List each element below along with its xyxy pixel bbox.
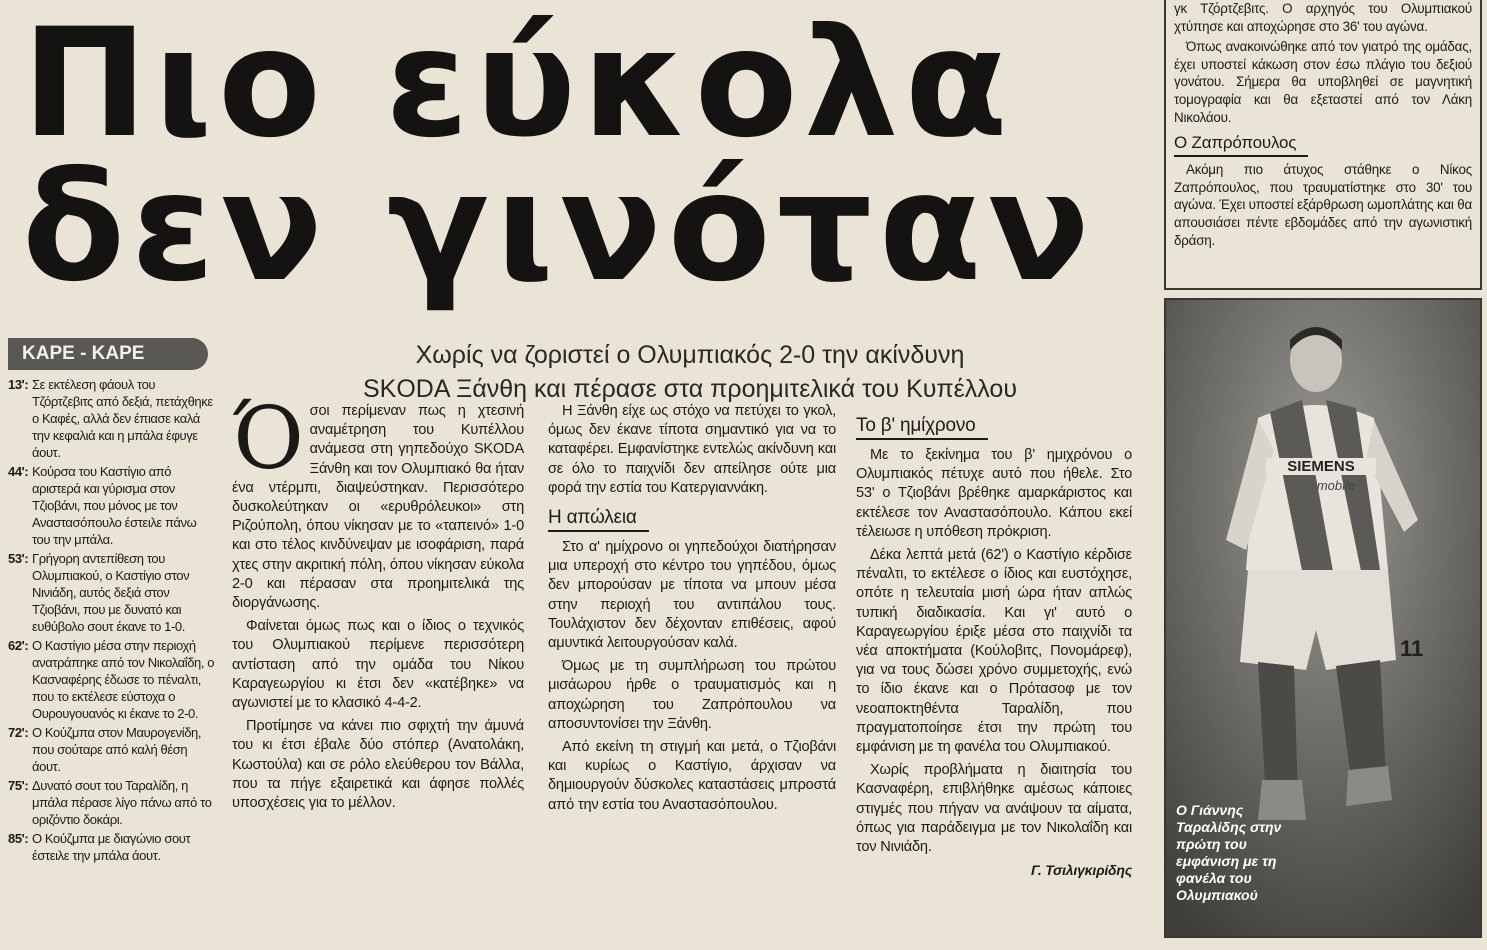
- drop-cap: Ό: [232, 389, 304, 489]
- article-paragraph: Στο α' ημίχρονο οι γηπεδούχοι διατήρησαν μια υπεροχή στο κέντρο του γηπέδου, όμως δεν μπορούσαν με τίποτα να μπουν μέσα στην περιοχή του αντιπάλου τους. Τουλάχιστον δεν δέχονταν επιθέσεις, αφού αμυντικά λειτουργούσαν καλά.: [548, 539, 836, 652]
- kare-text: Κούρσα του Καστίγιο από αριστερά και γύρισμα στον Τζιοβάνι, που μόνος με τον Αναστασόπουλο έστειλε πάνω του την μπάλα.: [32, 464, 197, 547]
- kare-text: Ο Κούζμπα με διαγώνιο σουτ έστειλε την μπάλα άουτ.: [32, 831, 191, 863]
- kare-item: [8, 724, 216, 775]
- kare-kare-list: [8, 376, 216, 866]
- subtitle-line-1: Χωρίς να ζοριστεί ο Ολυμπιακός 2-0 την ακίνδυνη: [415, 341, 965, 369]
- sponsor-sub: mobile: [1316, 478, 1356, 493]
- subtitle-line-2: SKODA Ξάνθη και πέρασε στα προημιτελικά του Κυπέλλου: [362, 375, 1018, 403]
- kare-text: Ο Καστίγιο μέσα στην περιοχή ανατράπηκε από τον Νικολαΐδη, ο Κασναφέρης έδωσε το πέναλτι, που το εκτέλεσε εύστοχα ο Ουρουγουανός κι έκανε το 2-0.: [32, 638, 215, 721]
- sponsor-logo: SIEMENS: [1266, 458, 1376, 475]
- shirt-number: 11: [1400, 636, 1424, 661]
- article-paragraph: Φαίνεται όμως πως και ο ίδιος ο τεχνικός του Ολυμπιακού περίμενε περισσότερη αντίσταση από την ομάδα του Νίκου Καραγεωργίου κι έτσι δεν «κατέβηκε» να αγωνιστεί με το κλασικό 4-4-2.: [232, 618, 524, 712]
- kare-minute: 13':: [8, 377, 29, 392]
- kare-item: [8, 376, 216, 461]
- injury-box-text: [1174, 0, 1472, 249]
- box-paragraph: Ακόμη πιο άτυχος στάθηκε ο Νίκος Ζαπρόπουλος, που τραυματίστηκε στο 30' του αγώνα. Έχει υποστεί εξάρθρωση ωμοπλάτης και θα απουσιάσει πέντε εβδομάδες από την αγωνιστική δράση.: [1174, 162, 1472, 248]
- article-paragraph: Όμως με τη συμπλήρωση του πρώτου μισάωρου ήρθε ο τραυματισμός και η αποχώρηση του Ζαπρόπουλου να αποσυντονίσει την Ξάνθη.: [548, 658, 836, 732]
- byline: Γ. Τσιλιγκιρίδης: [1031, 862, 1132, 879]
- article-paragraph: Δέκα λεπτά μετά (62') ο Καστίγιο κέρδισε πέναλτι, το εκτέλεσε ο ίδιος και ευστόχησε, οπότε η τελευταία μισή ώρα ήταν απλώς τυπική διαδικασία. Και γι' αυτό ο Καραγεωργίου έριξε μέσα στο παιχνίδι τα νέα αποκτήματα (Κούλοβιτς, Πονομάρεφ), για να τους δώσει χρόνο συμμετοχής, ενώ το ίδιο έκανε και ο Πρότασοφ με τον νεοαποκτηθέντα Ταραλίδη, που πραγματοποίησε έτσι την πρώτη του εμφάνιση με τη φανέλα του Ολυμπιακού.: [856, 547, 1132, 756]
- kare-item: [8, 830, 216, 864]
- photo-caption: Ο Γιάννης Ταραλίδης στην πρώτη του εμφάνιση με τη φανέλα του Ολυμπιακού: [1176, 802, 1282, 903]
- article-paragraph: Χωρίς προβλήματα η διαιτησία του Κασναφέρη, επιβλήθηκε αμέσως κάποιες στιγμές που πήγαν να ανάψουν τα αίματα, όπως για παράδειγμα με τον Νικολαΐδη και τον Νινιάδη.: [856, 762, 1132, 856]
- article-column-1: [232, 389, 524, 817]
- headline-line-2: δεν γινόταν: [22, 141, 1096, 315]
- article-paragraph: Με το ξεκίνημα του β' ημιχρόνου ο Ολυμπιακός πέτυχε αυτό που ήθελε. Στο 53' ο Τζιοβάνι βρέθηκε αμαρκάριστος και εκτέλεσε τον Αναστασόπουλο. Κάπου εκεί τέλειωσε η υπόθεση πρόκριση.: [856, 447, 1132, 540]
- kare-minute: 72':: [8, 725, 29, 740]
- article-column-2: [548, 402, 836, 819]
- subhead-second-half: Το β' ημίχρονο: [856, 414, 988, 440]
- kare-item: [8, 550, 216, 635]
- article-paragraph: Η Ξάνθη είχε ως στόχο να πετύχει το γκολ, όμως δεν έκανε τίποτα σημαντικό για να το καταφέρει. Εμφανίστηκε εντελώς ακίνδυνη και σε όλο το παιχνίδι δεν απείλησε ούτε μια φορά την εστία του Κατεργιαννάκη.: [548, 403, 836, 496]
- box-paragraph: Όπως ανακοινώθηκε από τον γιατρό της ομάδας, έχει υποστεί κάκωση στον έσω πλάγιο του δεξιού γονάτου. Σήμερα θα υποβληθεί σε μαγνητική τομογραφία και θα εξεταστεί από τον Λάκη Νικολάου.: [1174, 39, 1472, 125]
- kare-minute: 62':: [8, 638, 29, 653]
- article-column-3: [856, 410, 1132, 880]
- article-paragraph: σοι περίμεναν πως η χτεσινή αναμέτρηση του Κυπέλλου ανάμεσα στη γηπεδούχο SKODA Ξάνθη και τον Ολυμπιακό θα ήταν ένα ντέρμπι, διαψεύστηκαν. Περισσότερο δυσκολεύτηκαν οι «ερυθρόλευκοι» στη Ριζούπολη, όπου νίκησαν με το «ταπεινό» 1-0 και στο τέλος κινδύνεψαν με ισοφάριση, παρά χτες στην ακριτική πόλη, όπου νίκησαν εύκολα 2-0 και πέρασαν στα προημιτελικά της διοργάνωσης.: [232, 403, 524, 612]
- headline: [22, 0, 1152, 315]
- kare-text: Ο Κούζμπα στον Μαυρογενίδη, που σούταρε από καλή θέση άουτ.: [32, 725, 202, 774]
- kare-minute: 44':: [8, 464, 29, 479]
- subhead-loss: Η απώλεια: [548, 506, 649, 532]
- kare-minute: 75':: [8, 778, 29, 793]
- kare-minute: 85':: [8, 831, 29, 846]
- kare-item: [8, 463, 216, 548]
- article-paragraph: Από εκείνη τη στιγμή και μετά, ο Τζιοβάνι και κυρίως ο Καστίγιο, άρχισαν να δημιουργούν δύσκολες καταστάσεις μπροστά από την εστία του Αναστασόπουλου.: [548, 739, 836, 813]
- kare-text: Γρήγορη αντεπίθεση του Ολυμπιακού, ο Καστίγιο στον Νινιάδη, αυτός δεξιά στον Τζιοβάνι, που με δυνατό και ευθύβολο σουτ έκανε το 1-0.: [32, 551, 190, 634]
- kare-minute: 53':: [8, 551, 29, 566]
- kare-item: [8, 637, 216, 722]
- kare-kare-label: ΚΑΡΕ - ΚΑΡΕ: [8, 338, 208, 370]
- kare-text: Σε εκτέλεση φάουλ του Τζόρτζεβιτς από δεξιά, πετάχθηκε ο Καφές, αλλά δεν έπιασε καλά την κεφαλιά και η μπάλα έφυγε άουτ.: [32, 377, 213, 460]
- headline-line-1: Πιο εύκολα: [22, 0, 1014, 171]
- subtitle: [240, 338, 1140, 406]
- box-paragraph: γκ Τζόρτζεβιτς. Ο αρχηγός του Ολυμπιακού χτύπησε και αποχώρησε στο 36' του αγώνα.: [1174, 1, 1472, 34]
- kare-item: [8, 777, 216, 828]
- kare-text: Δυνατό σουτ του Ταραλίδη, η μπάλα πέρασε λίγο πάνω από το οριζόντιο δοκάρι.: [32, 778, 212, 827]
- article-paragraph: Προτίμησε να κάνει πιο σφιχτή την άμυνά του κι έτσι έβαλε δύο στόπερ (Ανατολάκη, Κωστούλα) και σε ρόλο ελεύθερου τον Βάλλα, που τα πήγε εξαιρετικά και άφησε πολλές υποσχέσεις για το μέλλον.: [232, 718, 524, 812]
- injury-box: [1164, 0, 1482, 290]
- subhead-zapropoulos: Ο Ζαπρόπουλος: [1174, 131, 1308, 157]
